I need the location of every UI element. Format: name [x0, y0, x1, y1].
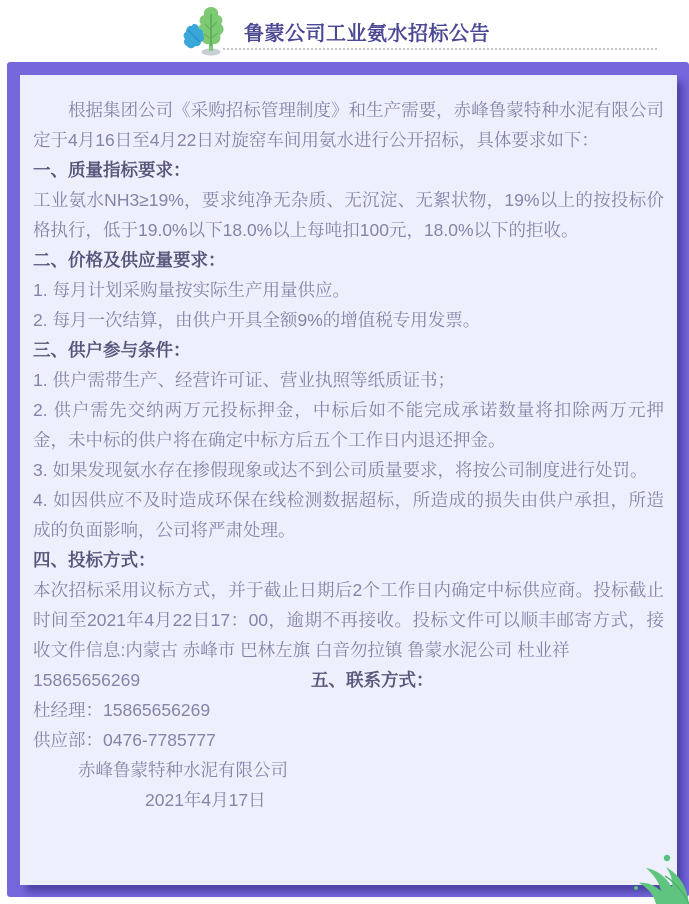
section-3-item-4: 4. 如因供应不及时造成环保在线检测数据超标，所造成的损失由供户承担，所造成的负面影响，公司将严肃处理。 [33, 490, 664, 540]
section-2-item-2: 2. 每月一次结算，由供户开具全额9%的增值税专用发票。 [33, 310, 481, 330]
leaves-logo-icon [183, 6, 229, 56]
page-title: 鲁蒙公司工业氨水招标公告 [244, 23, 490, 45]
signature-date: 2021年4月17日 [145, 790, 266, 810]
section-4-heading: 四、投标方式： [33, 550, 156, 570]
section-2-heading: 二、价格及供应量要求： [33, 250, 226, 270]
section-2-item-1: 1. 每月计划采购量按实际生产用量供应。 [33, 280, 350, 300]
header-inner [183, 6, 490, 56]
mail-phone-row [33, 665, 664, 695]
header [0, 0, 689, 62]
section-1-heading: 一、质量指标要求： [33, 160, 191, 180]
section-3-heading: 三、供户参与条件： [33, 340, 191, 360]
section-1-body: 工业氨水NH3≥19%，要求纯净无杂质、无沉淀、无絮状物，19%以上的按投标价格执行，低于19.0%以下18.0%以上每吨扣100元，18.0%以下的拒收。 [33, 190, 664, 240]
signature-company: 赤峰鲁蒙特种水泥有限公司 [78, 760, 288, 780]
purple-frame [7, 62, 689, 897]
intro-paragraph: 根据集团公司《采购招标管理制度》和生产需要，赤峰鲁蒙特种水泥有限公司定于4月16日至4月22日对旋窑车间用氨水进行公开招标，具体要求如下： [33, 100, 664, 150]
section-5-heading: 五、联系方式： [311, 670, 434, 690]
content-sheet [20, 75, 677, 885]
contact-supply-dept: 供应部：0476-7785777 [33, 730, 216, 750]
section-3-item-3: 3. 如果发现氨水存在掺假现象或达不到公司质量要求，将按公司制度进行处罚。 [33, 460, 648, 480]
section-3-item-1: 1. 供户需带生产、经营许可证、营业执照等纸质证书； [33, 370, 455, 390]
leaf-decoration-icon [627, 854, 689, 904]
document-body [20, 75, 677, 885]
section-3-item-2: 2. 供户需先交纳两万元投标押金，中标后如不能完成承诺数量将扣除两万元押金，未中标的供户将在确定中标方后五个工作日内退还押金。 [33, 400, 664, 450]
mail-phone-number: 15865656269 [33, 670, 141, 690]
section-4-body: 本次招标采用议标方式，并于截止日期后2个工作日内确定中标供应商。投标截止时间至2021年4月22日17：00，逾期不再接收。投标文件可以顺丰邮寄方式，接收文件信息:内蒙古 赤峰市 巴林左旗 白音勿拉镇 鲁蒙水泥公司 杜业祥 [33, 580, 664, 660]
contact-manager: 杜经理：15865656269 [33, 700, 211, 720]
